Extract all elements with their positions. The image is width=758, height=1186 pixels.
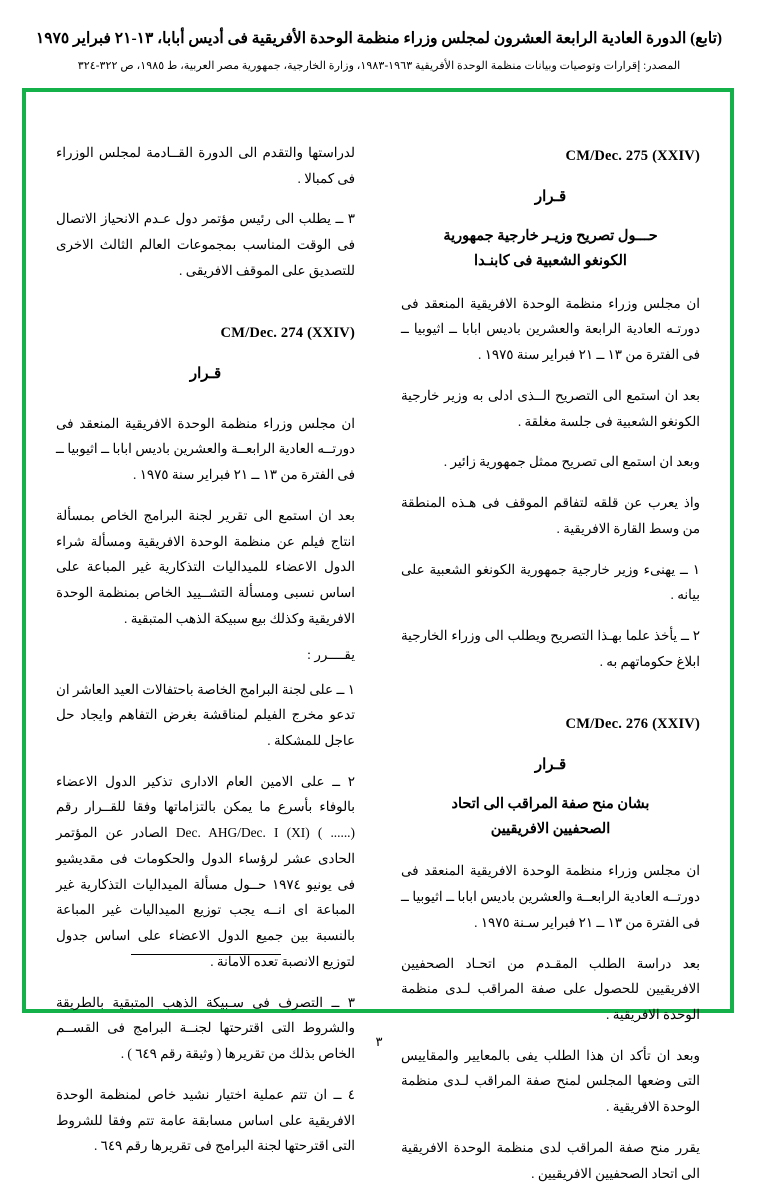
- paragraph: ان مجلس وزراء منظمة الوحدة الافريقية المنعقد فى دورتـه العادية الرابعة والعشرين باديس ابابا ــ اثيوبيا ــ فى الفترة من ١٣ ــ ٢١ فبراير سنة ١٩٧٥ .: [401, 295, 700, 363]
- section-spacer: [401, 690, 700, 716]
- continuation-paragraph: لدراستها والتقدم الى الدورة القــادمة لمجلس الوزراء فى كمبالا .: [56, 145, 355, 186]
- numbered-item: ٢ ــ على الامين العام الادارى تذكير الدول الاعضاء بالوفاء بأسرع ما يمكن بالتزاماتها وفقا للقــرار رقم (...... ) Dec. AHG/Dec. I (XI) الصادر عن المؤتمر الحادى عشر لرؤساء الدول والحكومات فى مقديشيو فى يونيو ١٩٧٤ حــول مسألة الميداليات التذكارية غير المباعة اى انــه يجب توزيع الميداليات غير المباعة بالنسبة بين جميع الدول الاعضاء على اساس جدول لتوزيع الانصبة تعده الامانة .: [56, 773, 356, 969]
- numbered-item: ١ ــ يهنىء وزير خارجية جمهورية الكونغو الشعبية على بيانه .: [401, 561, 700, 603]
- subject-line-1: بشان منح صفة المراقب الى اتحاد: [451, 795, 650, 812]
- page-number: ٣: [375, 1034, 383, 1049]
- paragraph: وبعد ان استمع الى تصريح ممثل جمهورية زائير .: [443, 454, 700, 470]
- decision-number-274: CM/Dec. 274 (XXIV): [220, 324, 355, 341]
- paragraph: ان مجلس وزراء منظمة الوحدة الافريقية المنعقد فى دورتــه العادية الرابعــة والعشرين باديس ابابا ــ اثيوبيا ــ فى الفترة من ١٣ ــ ٢١ فبراير سنة ١٩٧٥ .: [56, 415, 355, 483]
- decision-subject-276: [401, 792, 700, 843]
- paragraph: واذ يعرب عن قلقه لتفاقم الموقف فى هـذه المنطقة من وسط القارة الافريقية .: [401, 495, 700, 536]
- paragraph: وبعد ان تأكد ان هذا الطلب يفى بالمعايير والمقاييس التى وضعها المجلس لمنح صفة المراقب لـدى منظمة الوحدة الافريقية .: [401, 1047, 700, 1115]
- paragraph: يقرر منح صفة المراقب لدى منظمة الوحدة الافريقية الى اتحاد الصحفيين الافريقيين .: [401, 1139, 700, 1181]
- decision-heading-274: قـرار: [189, 365, 222, 382]
- numbered-item: ٤ ــ ان تتم عملية اختيار نشيد خاص لمنظمة الوحدة الافريقية على اساس مسابقة عامة تتم وفقا للشروط التى اقترحتها لجنة البرامج فى تقريرها رقم ٦٤٩ .: [56, 1086, 355, 1154]
- subject-line-2: الصحفيين الافريقيين: [490, 820, 611, 837]
- decision-number-276: CM/Dec. 276 (XXIV): [565, 715, 700, 732]
- frame-content: [26, 92, 730, 1181]
- paragraph: ان مجلس وزراء منظمة الوحدة الافريقية المنعقد فى دورتــه العادية الرابعــة والعشرين باديس ابابا ــ اثيوبيا ــ فى الفترة من ١٣ ــ ٢١ فبراير سـنة ١٩٧٥ .: [401, 863, 700, 930]
- header-title: (تابع) الدورة العادية الرابعة العشرون لمجلس وزراء منظمة الوحدة الأفريقية فى أديس أبابا، ١٣-٢١ فبراير ١٩٧٥: [35, 30, 723, 47]
- paragraph: بعد دراسة الطلب المقـدم من اتحـاد الصحفيين الافريقيين للحصول على صفة المراقب لـدى منظمة الوحدة الافريقية .: [401, 955, 700, 1022]
- section-spacer: [56, 299, 355, 325]
- green-border-frame: [22, 88, 734, 1181]
- decision-number-275: CM/Dec. 275 (XXIV): [565, 148, 700, 164]
- numbered-item: ٣ ــ يطلب الى رئيس مؤتمر دول عـدم الانحياز الاتصال فى الوقت المناسب بمجموعات العالم الثالث الاخرى للتصديق على الموقف الافريقى .: [56, 211, 355, 278]
- decision-heading-276: قـرار: [534, 756, 567, 773]
- numbered-item: ٣ ــ التصرف فى سـبيكة الذهب المتبقية بالطريقة والشروط التى اقترحتها لجنــة البرامج فى القســم الخاص بذلك من تقريرها ( وثيقة رقم ٦٤٩ ) .: [56, 994, 355, 1062]
- column-right: [401, 126, 700, 1181]
- numbered-item: ١ ــ على لجنة البرامج الخاصة باحتفالات العيد العاشر ان تدعو مخرج الفيلم لمناقشة بغرض التفاهم وايجاد حل عاجل للمشكلة .: [56, 681, 355, 749]
- subject-line-1: حـــول تصريح وزيـر خارجية جمهورية: [443, 228, 658, 244]
- two-column-layout: [56, 126, 700, 1181]
- numbered-item: ٢ ــ يأخذ علما بهـذا التصريح ويطلب الى وزراء الخارجية ابلاغ حكوماتهم به .: [401, 628, 700, 669]
- decision-subject-275: [401, 224, 700, 275]
- header-source: المصدر: إقرارات وتوصيات وبيانات منظمة الوحدة الأفريقية ١٩٦٣-١٩٨٣، وزارة الخارجية، جمهورية مصر العربية، ط ١٩٨٥، ص ٣٢٢-٣٢٤: [77, 59, 681, 72]
- page-header: [0, 28, 758, 74]
- paragraph: بعد ان استمع الى تقرير لجنة البرامج الخاص بمسألة انتاج فيلم عن منظمة الوحدة الافريقية ومسألة شراء الدول الاعضاء للميداليات التذكارية غير المباعة على اساس نسبى ومسألة التشــييد الخاص بمنظمة الوحدة الافريقية وكذلك بيع سبيكة الذهب المتبقية .: [56, 507, 355, 626]
- paragraph: بعد ان استمع الى التصريح الــذى ادلى به وزير خارجية الكونغو الشعبية فى جلسة مغلقة .: [401, 387, 700, 429]
- subject-line-2: الكونغو الشعبية فى كابنـدا: [474, 253, 627, 270]
- column-left: [56, 126, 356, 1154]
- spacer: [56, 401, 355, 411]
- decision-heading-275: قـرار: [534, 189, 567, 205]
- decides-label: يقــــرر :: [307, 646, 355, 662]
- horizontal-rule: [131, 954, 281, 955]
